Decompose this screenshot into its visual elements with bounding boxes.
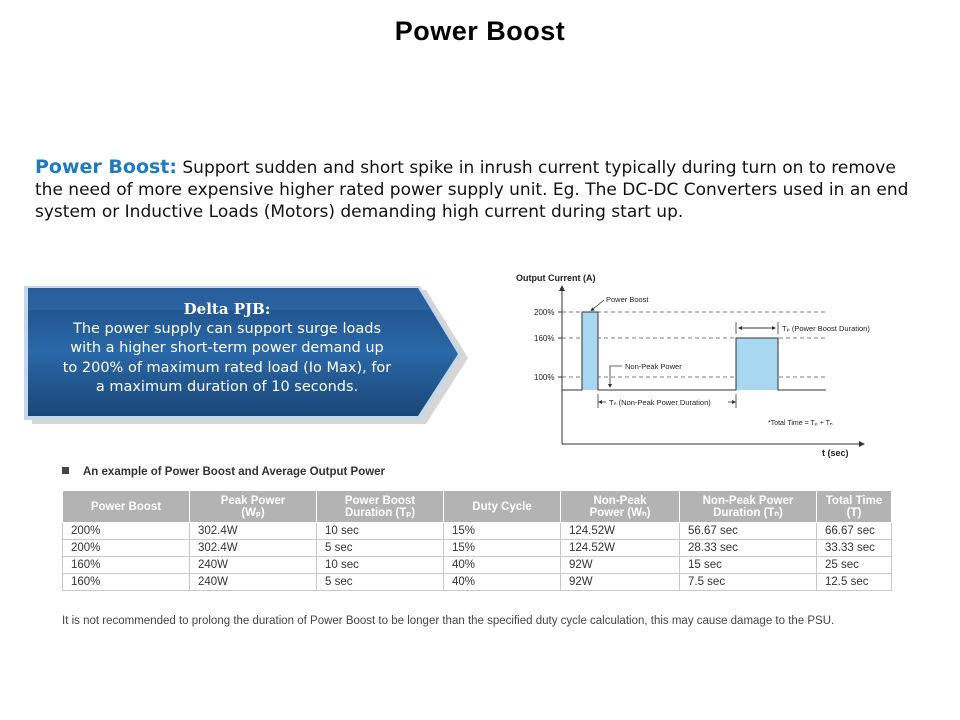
cell: 160% <box>63 557 190 574</box>
level-100: 100% <box>534 373 555 382</box>
col-non-peak-duration: Non-Peak Power Duration (Tₙ) <box>680 491 817 523</box>
intro-body: Support sudden and short spike in inrush current typically during turn on to remove the need of more expensive higher rated power supply unit. Eg. The DC-DC Converters used in an end system or Inductive Loads (Motors) demanding high current during start up. <box>35 158 909 222</box>
cell: 25 sec <box>817 557 892 574</box>
cell: 40% <box>444 557 561 574</box>
cell: 66.67 sec <box>817 523 892 540</box>
col-non-peak-power: Non-Peak Power (Wₙ) <box>561 491 680 523</box>
cell: 28.33 sec <box>680 540 817 557</box>
power-boost-label: Power Boost <box>606 295 649 304</box>
cell: 240W <box>190 557 317 574</box>
cell: 200% <box>63 523 190 540</box>
page-title: Power Boost <box>394 16 566 46</box>
tn-label: Tₙ (Non-Peak Power Duration) <box>609 398 711 407</box>
callout-body: The power supply can support surge loads with a higher short-term power demand up to 200% of maximum rated load (Io Max), for a maximum duration of 10 seconds. <box>62 320 392 395</box>
power-boost-pulse-200 <box>582 312 598 390</box>
total-time-label: *Total Time = Tₚ + Tₙ <box>768 420 833 427</box>
cell: 15% <box>444 523 561 540</box>
power-boost-diagram <box>506 268 886 460</box>
x-axis-label: t (sec) <box>822 448 849 458</box>
cell: 33.33 sec <box>817 540 892 557</box>
cell: 10 sec <box>317 557 444 574</box>
col-power-boost: Power Boost <box>63 491 190 523</box>
col-total-time: Total Time (T) <box>817 491 892 523</box>
cell: 302.4W <box>190 540 317 557</box>
cell: 12.5 sec <box>817 574 892 591</box>
cell: 15% <box>444 540 561 557</box>
bullet-square-icon <box>62 467 69 474</box>
level-160: 160% <box>534 334 555 343</box>
callout-heading: Delta PJB: <box>183 300 271 318</box>
col-duty-cycle: Duty Cycle <box>444 491 561 523</box>
example-title-text: An example of Power Boost and Average Output Power <box>83 466 386 478</box>
cell: 124.52W <box>561 540 680 557</box>
col-peak-power: Peak Power (Wₚ) <box>190 491 317 523</box>
col-boost-duration: Power Boost Duration (Tₚ) <box>317 491 444 523</box>
cell: 10 sec <box>317 523 444 540</box>
table-row <box>63 540 892 557</box>
intro-lead: Power Boost: <box>35 156 177 178</box>
level-200: 200% <box>534 308 555 317</box>
callout-text <box>62 300 392 398</box>
power-boost-table <box>62 490 892 591</box>
cell: 40% <box>444 574 561 591</box>
delta-pjb-callout <box>22 284 472 434</box>
table-row <box>63 574 892 591</box>
cell: 5 sec <box>317 574 444 591</box>
cell: 240W <box>190 574 317 591</box>
non-peak-power-label: Non-Peak Power <box>625 362 682 371</box>
cell: 200% <box>63 540 190 557</box>
cell: 5 sec <box>317 540 444 557</box>
power-boost-pulse-160 <box>736 338 778 390</box>
cell: 15 sec <box>680 557 817 574</box>
example-title <box>62 466 385 478</box>
table-row <box>63 557 892 574</box>
cell: 124.52W <box>561 523 680 540</box>
y-axis-label: Output Current (A) <box>516 273 596 283</box>
cell: 92W <box>561 557 680 574</box>
cell: 92W <box>561 574 680 591</box>
cell: 56.67 sec <box>680 523 817 540</box>
cell: 302.4W <box>190 523 317 540</box>
cell: 7.5 sec <box>680 574 817 591</box>
table-row <box>63 523 892 540</box>
cell: 160% <box>63 574 190 591</box>
table-header-row <box>63 491 892 523</box>
footnote: It is not recommended to prolong the duration of Power Boost to be longer than the specified duty cycle calculation, this may cause damage to the PSU. <box>62 615 835 627</box>
intro-paragraph <box>35 156 915 223</box>
tp-label: Tₚ (Power Boost Duration) <box>782 324 870 333</box>
